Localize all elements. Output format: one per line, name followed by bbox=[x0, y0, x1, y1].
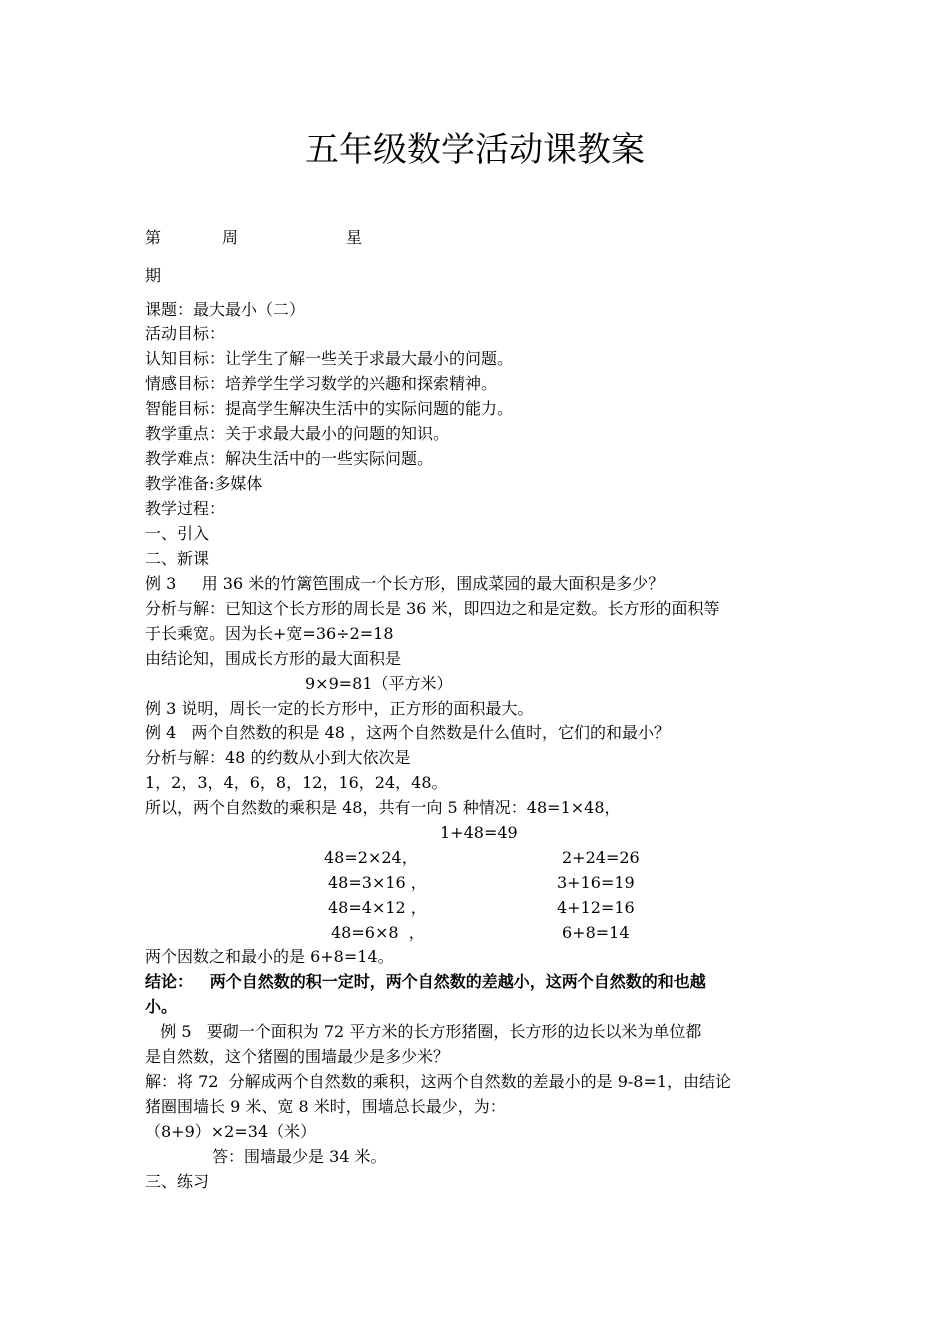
example-5-solution-1: 解：将 72 分解成两个自然数的乘积，这两个自然数的差最小的是 9-8=1，由结论 bbox=[145, 1072, 732, 1091]
cognitive-goal: 认知目标：让学生了解一些关于求最大最小的问题。 bbox=[145, 349, 514, 368]
example-4-sum-3: 3+16=19 bbox=[557, 873, 635, 892]
example-3-analysis-3: 由结论知，围成长方形的最大面积是 bbox=[145, 649, 402, 668]
example-5-solution-3: （8+9）×2=34（米） bbox=[145, 1122, 317, 1141]
conclusion-line-1: 结论： 两个自然数的积一定时，两个自然数的差越小，这两个自然数的和也越 bbox=[145, 972, 706, 991]
process-heading: 教学过程： bbox=[145, 499, 226, 518]
example-4-cases: 所以，两个自然数的乘积是 48，共有一向 5 种情况：48=1×48， bbox=[145, 798, 621, 817]
ability-goal: 智能目标：提高学生解决生活中的实际问题的能力。 bbox=[145, 399, 514, 418]
example-4-product-3: 48=3×16 ， bbox=[328, 873, 427, 892]
example-5-question-2: 是自然数，这个猪圈的围墙最少是多少米？ bbox=[145, 1047, 450, 1066]
teaching-prep: 教学准备:多媒体 bbox=[145, 474, 263, 493]
weekday-label-xing: 星 bbox=[346, 228, 363, 247]
example-4-analysis-1: 分析与解：48 的约数从小到大依次是 bbox=[145, 748, 411, 767]
example-4-divisors: 1，2，3，4，6，8，12，16，24，48。 bbox=[145, 773, 448, 792]
example-4-sum-1: 1+48=49 bbox=[440, 823, 518, 842]
goal-heading: 活动目标： bbox=[145, 324, 226, 343]
example-3-result: 9×9=81（平方米） bbox=[305, 674, 453, 693]
example-3-analysis-2: 于长乘宽。因为长+宽=36÷2=18 bbox=[145, 624, 394, 643]
example-3-question: 例 3 用 36 米的竹篱笆围成一个长方形，围成菜园的最大面积是多少？ bbox=[145, 574, 665, 593]
example-5-question-1: 例 5 要砌一个面积为 72 平方米的长方形猪圈，长方形的边长以米为单位都 bbox=[145, 1022, 702, 1041]
document-title: 五年级数学活动课教案 bbox=[305, 130, 645, 170]
difficulty-point: 教学难点：解决生活中的一些实际问题。 bbox=[145, 449, 434, 468]
example-4-product-2: 48=2×24， bbox=[324, 848, 418, 867]
section-intro: 一、引入 bbox=[145, 524, 210, 543]
example-4-sum-5: 6+8=14 bbox=[562, 923, 630, 942]
example-4-sum-2: 2+24=26 bbox=[562, 848, 640, 867]
example-3-analysis-1: 分析与解：已知这个长方形的周长是 36 米，即四边之和是定数。长方形的面积等 bbox=[145, 599, 720, 618]
week-label-di: 第 bbox=[145, 228, 162, 247]
example-5-answer: 答：围墙最少是 34 米。 bbox=[212, 1147, 387, 1166]
weekday-label-qi: 期 bbox=[145, 266, 162, 285]
key-point: 教学重点：关于求最大最小的问题的知识。 bbox=[145, 424, 450, 443]
section-practice: 三、练习 bbox=[145, 1172, 210, 1191]
section-new: 二、新课 bbox=[145, 549, 210, 568]
emotion-goal: 情感目标：培养学生学习数学的兴趣和探索精神。 bbox=[145, 374, 498, 393]
example-4-sum-4: 4+12=16 bbox=[557, 898, 635, 917]
conclusion-line-2: 小。 bbox=[145, 997, 178, 1016]
example-4-question: 例 4 两个自然数的积是 48 ，这两个自然数是什么值时，它们的和最小？ bbox=[145, 723, 671, 742]
example-4-product-5: 48=6×8 ， bbox=[331, 923, 425, 942]
example-4-product-4: 48=4×12 ， bbox=[328, 898, 427, 917]
example-4-min-sum: 两个因数之和最小的是 6+8=14。 bbox=[145, 947, 394, 966]
example-5-solution-2: 猪圈围墙长 9 米、宽 8 米时，围墙总长最少，为： bbox=[145, 1097, 506, 1116]
week-label-zhou: 周 bbox=[222, 228, 239, 247]
example-3-note: 例 3 说明，周长一定的长方形中，正方形的面积最大。 bbox=[145, 699, 534, 718]
topic-line: 课题：最大最小（二） bbox=[145, 300, 306, 319]
